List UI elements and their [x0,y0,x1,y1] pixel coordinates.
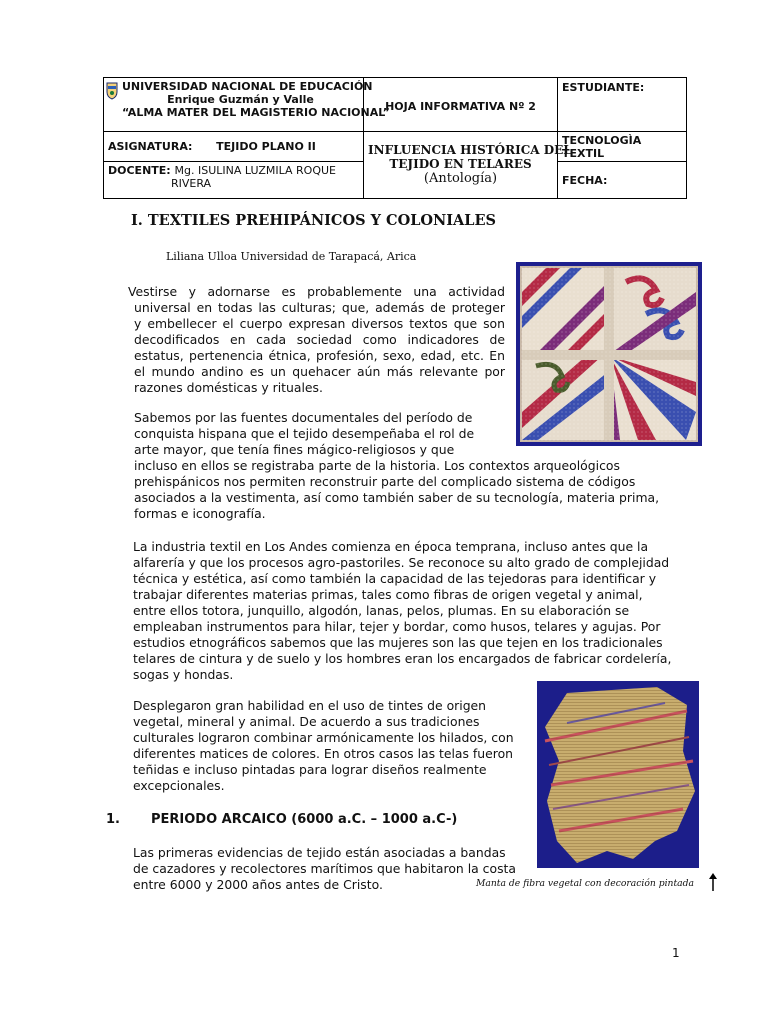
up-arrow-icon [708,872,718,892]
docente-value-line2: RIVERA [171,177,212,190]
paragraph-4 [133,698,514,794]
p1-line: razones domésticas y rituales. [134,380,323,395]
p1-line: el mundo andino es un quehacer aún más relevante por [134,364,505,379]
paragraph-5 [133,845,516,893]
p3-line: trabajar diferentes materias primas, tales como fibras de origen vegetal y animal, [133,587,643,602]
paragraph-3 [133,539,671,683]
document-title-line1: INFLUENCIA HISTÓRICA DEL [368,143,572,157]
p2-line: prehispánicos nos permiten reconstruir parte del complicado sistema de códigos [134,474,636,489]
estudiante-cell [558,78,687,132]
university-name: UNIVERSIDAD NACIONAL DE EDUCACIÓN [122,80,373,93]
docente-cell [104,162,364,199]
page-number: 1 [672,946,680,960]
p3-line: alfarería y que los procesos agro-pastoriles. Se reconoce su alto grado de complejidad [133,555,670,570]
hoja-cell [364,78,558,132]
p3-line: sogas y hondas. [133,667,234,682]
p4-line: excepcionales. [133,778,225,793]
section-title: I. TEXTILES PREHIPÁNICOS Y COLONIALES [131,212,497,229]
p2-line: arte mayor, que tenía fines mágico-religiosos y que [134,442,455,457]
estudiante-label: ESTUDIANTE: [562,81,645,94]
p4-line: diferentes matices de colores. En otros casos las telas fueron [133,746,514,761]
p1-line: y embellecer el cuerpo expresan diversos textos que son [134,316,505,331]
area-cell [558,132,687,162]
fiber-blanket-graphic [537,681,699,868]
p2-line: Sabemos por las fuentes documentales del período de [134,410,473,425]
p2-line: conquista hispana que el tejido desempeñaba el rol de [134,426,475,441]
p3-line: telares de cintura y de suelo y los hombres eran los encargados de fabricar cordelería, [133,651,672,666]
p1-line: Vestirse y adornarse es probablemente una actividad [128,284,505,299]
header-table [103,77,687,199]
document-subtitle: (Antología) [423,171,498,186]
p4-line: Desplegaron gran habilidad en el uso de tintes de origen [133,698,487,713]
university-cell [104,78,390,132]
p3-line: empleaban instrumentos para hilar, tejer y bordar, como husos, telares y agujas. Por [133,619,661,634]
textile-photo-fiber-blanket [537,681,699,868]
p2-line: formas e iconografía. [134,506,266,521]
subsection-title: PERIODO ARCAICO (6000 a.C. – 1000 a.C-) [151,812,458,827]
p5-line: Las primeras evidencias de tejido están asociadas a bandas [133,845,506,860]
title-cell [364,132,572,199]
p4-line: culturales lograron combinar armónicamente los hilados, con [133,730,514,745]
asignatura-cell [104,132,364,162]
university-motto: “ALMA MATER DEL MAGISTERIO NACIONAL” [122,106,390,119]
author-line: Liliana Ulloa Universidad de Tarapacá, Arica [166,250,417,263]
subsection-number: 1. [106,812,120,827]
p3-line: estudios etnográficos sabemos que las mujeres son las que tejen en los tradicionales [133,635,663,650]
p1-line: estatus, pertenencia étnica, profesión, sexo, edad, etc. En [134,348,505,363]
p4-line: teñidas e incluso pintadas para lograr diseños realmente [133,762,487,777]
p3-line: entre ellos totora, junquillo, algodón, lanas, pelos, plumas. En su elaboración se [133,603,630,618]
fecha-label: FECHA: [562,173,608,187]
hoja-informativa: HOJA INFORMATIVA Nº 2 [385,100,536,113]
document-title-line2: TEJIDO EN TELARES [389,157,532,171]
p2-line: asociados a la vestimenta, así como también saber de su tecnología, materia prima, [134,490,660,505]
p5-line: de cazadores y recolectores marítimos que habitaron la costa [133,861,516,876]
p3-line: técnica y estética, así como también la capacidad de las tejedoras para identificar y [133,571,657,586]
p5-line: entre 6000 y 2000 años antes de Cristo. [133,877,383,892]
image-caption: Manta de fibra vegetal con decoración pintada [476,878,695,889]
p1-line: universal en todas las culturas; que, además de proteger [134,300,505,315]
p4-line: vegetal, mineral y animal. De acuerdo a sus tradiciones [133,714,480,729]
asignatura-label: ASIGNATURA: [108,140,193,153]
university-subtitle: Enrique Guzmán y Valle [167,93,314,106]
paragraph-2 [134,410,659,522]
p1-line: decodificados en cada sociedad como indicadores de [134,332,505,347]
fecha-cell [558,162,687,199]
asignatura-value: TEJIDO PLANO II [216,140,316,153]
area-value: TECNOLOGÌA TEXTIL [562,133,642,160]
university-crest-icon [106,82,118,100]
docente-value-line1: Mg. ISULINA LUZMILA ROQUE [174,164,336,177]
p3-line: La industria textil en Los Andes comienza en época temprana, incluso antes que la [133,539,649,554]
p2-line: incluso en ellos se registraba parte de la historia. Los contextos arqueológicos [134,458,620,473]
paragraph-1 [128,284,505,396]
docente-label: DOCENTE: [108,164,171,177]
